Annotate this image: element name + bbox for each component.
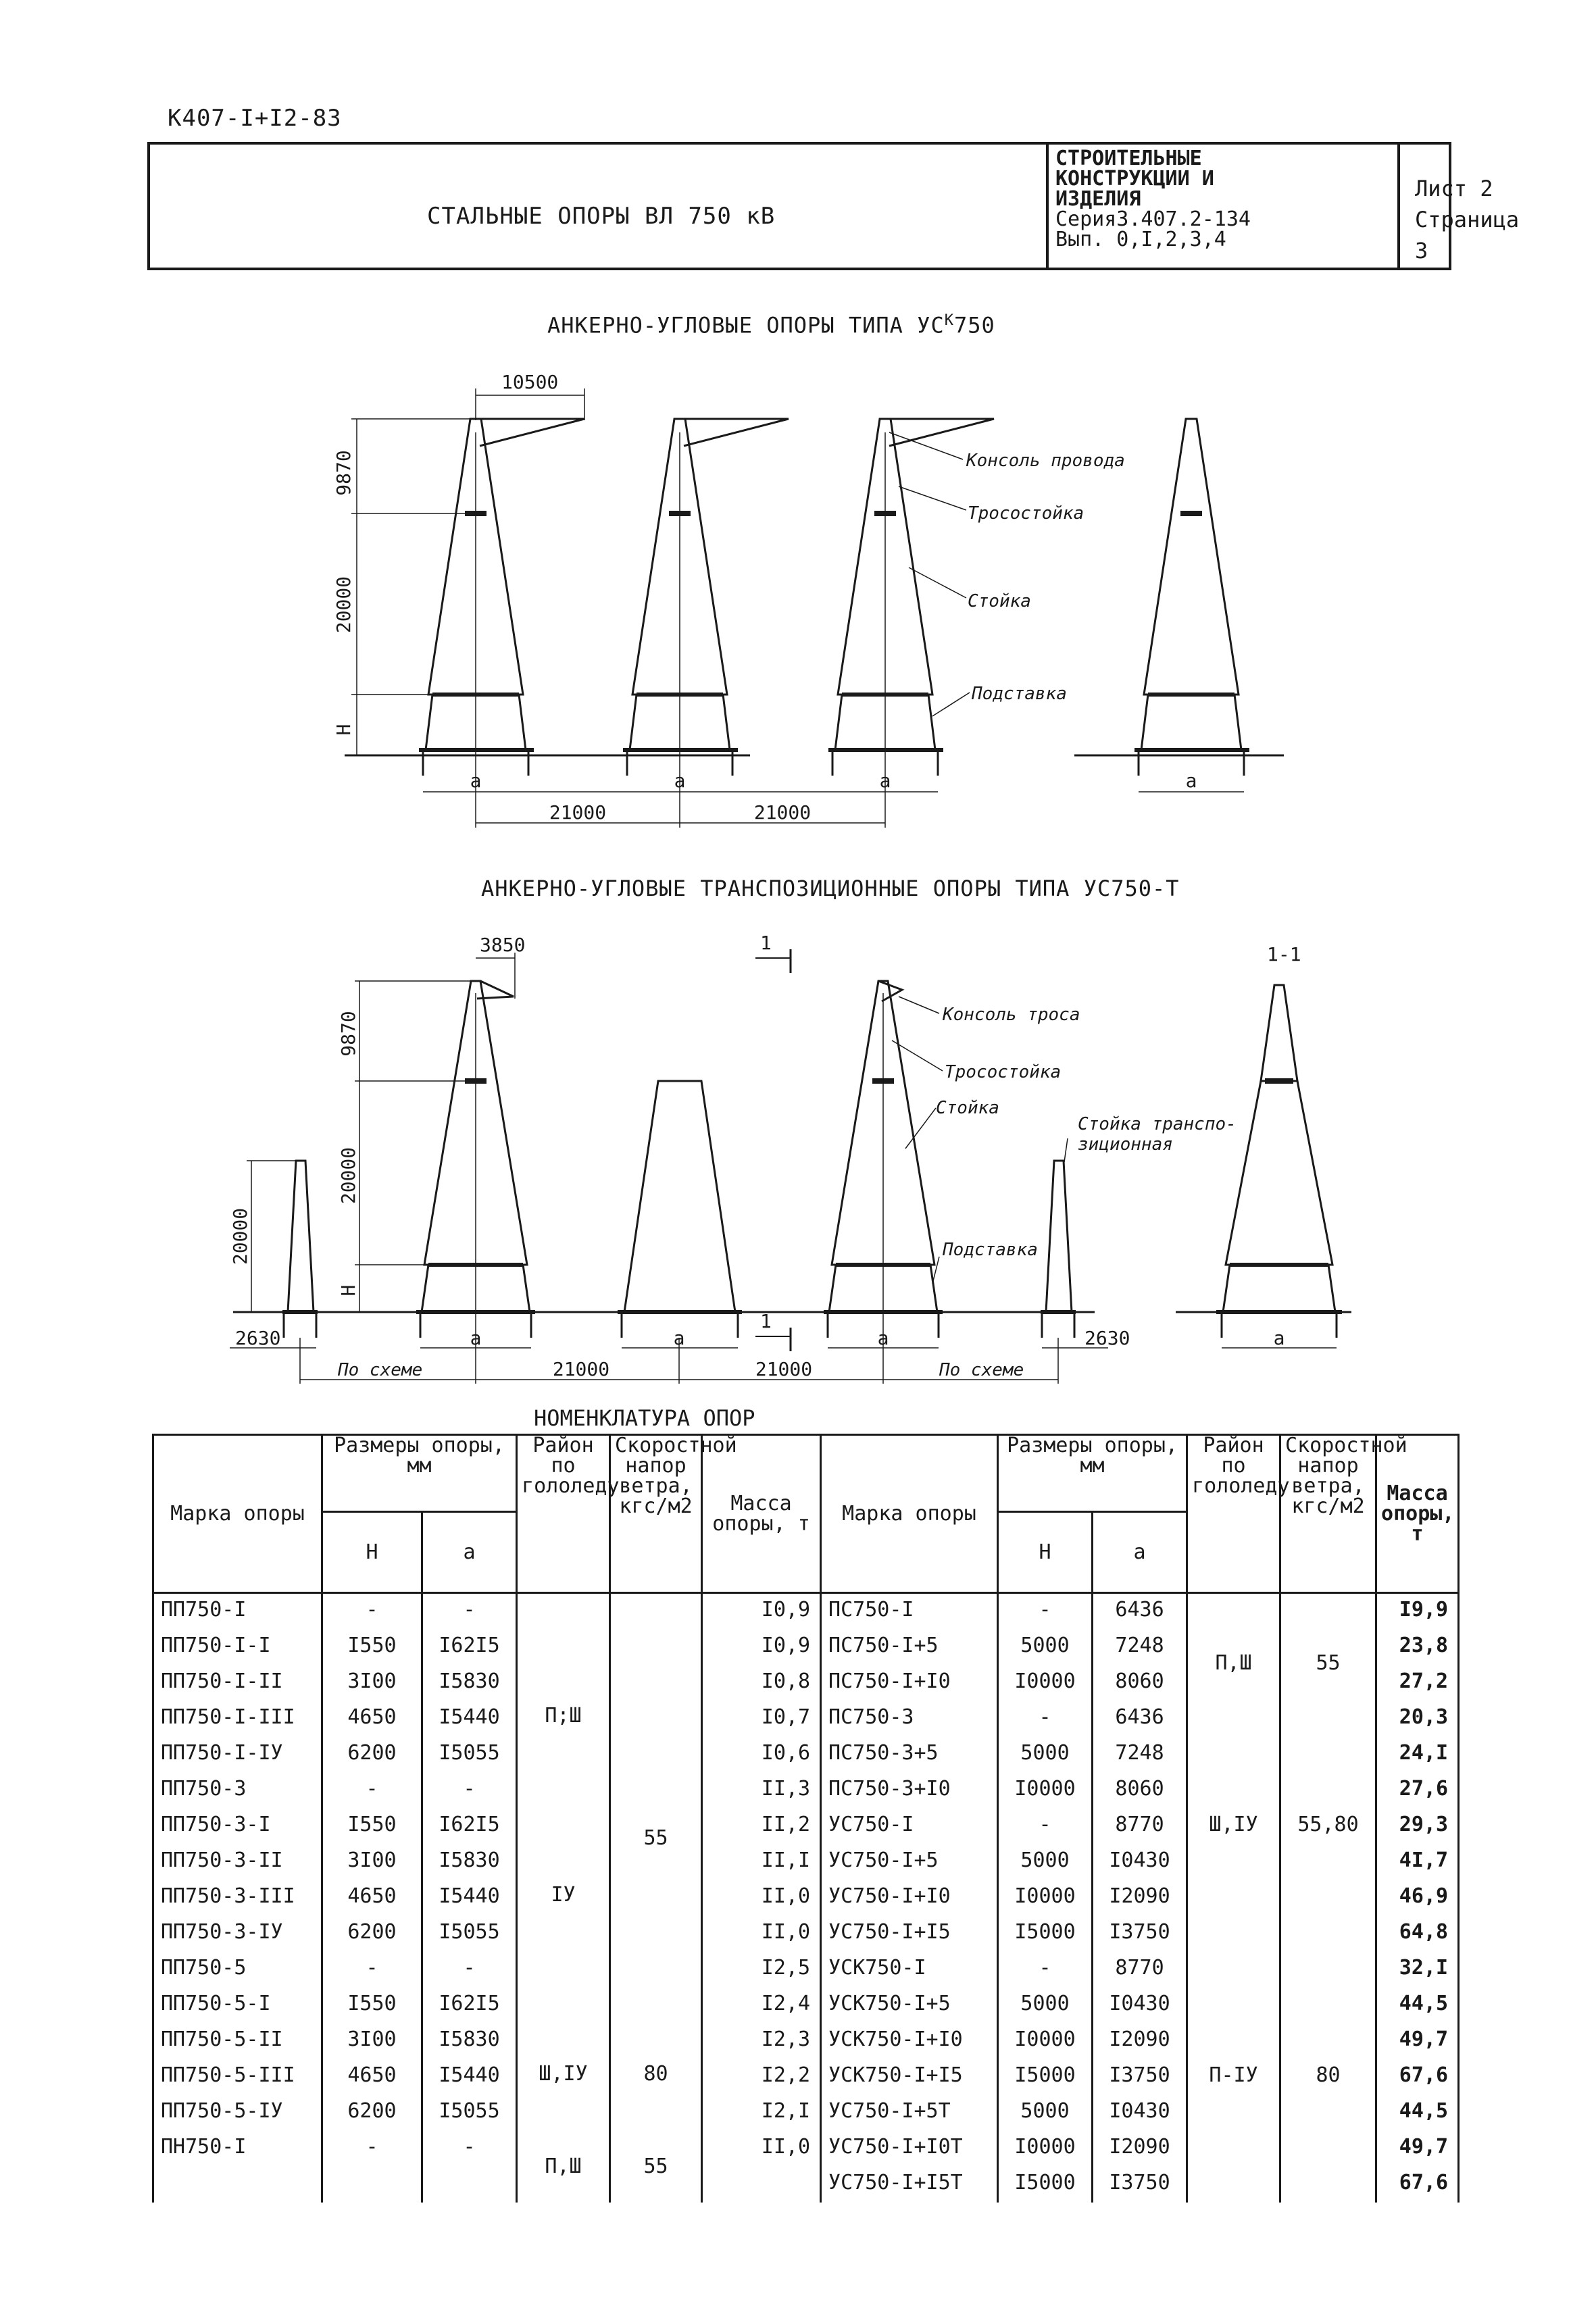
table-cell: 4650 (322, 2059, 422, 2095)
dim-top-height: 9870 (337, 1011, 359, 1057)
table-cell: I2,4 (702, 1988, 821, 2023)
table-cell: ПП750-I-I (153, 1630, 322, 1665)
table-cell: 3I00 (322, 1844, 422, 1880)
table-cell (702, 2167, 821, 2203)
table-cell: ПП750-I-III (153, 1701, 322, 1737)
table-cell: УС750-I+5 (821, 1844, 998, 1880)
table-cell: ПС750-3+5 (821, 1737, 998, 1773)
tower-4 (1134, 419, 1249, 776)
table-cell: 4650 (322, 1701, 422, 1737)
table-cell: I2,3 (702, 2023, 821, 2059)
table-cell: - (422, 1952, 517, 1988)
table-cell: I2,2 (702, 2059, 821, 2095)
table-cell: УСК750-I+5 (821, 1988, 998, 2023)
table-cell: УСК750-I+I5 (821, 2059, 998, 2095)
table-cell: УСК750-I (821, 1952, 998, 1988)
header-wind: Скоростной напор ветра, кгс/м2 (1280, 1435, 1376, 1593)
header-mark: Марка опоры (153, 1435, 322, 1593)
header-a: а (422, 1512, 517, 1593)
table-cell: УС750-I+I5Т (821, 2167, 998, 2203)
dim-side-width: 2630 (1084, 1327, 1130, 1349)
table-cell (422, 2167, 517, 2203)
table-cell: I0430 (1093, 2095, 1187, 2131)
dim-span: 21000 (755, 1358, 813, 1380)
dim-console-length: 10500 (501, 371, 559, 393)
table-cell: I0000 (998, 2131, 1093, 2167)
table-cell: I0430 (1093, 1844, 1187, 1880)
table-cell: 44,5 (1376, 1988, 1459, 2023)
table-cell: I2,I (702, 2095, 821, 2131)
table-cell: ПС750-I+I0 (821, 1665, 998, 1701)
section2-title: АНКЕРНО-УГЛОВЫЕ ТРАНСПОЗИЦИОННЫЕ ОПОРЫ ТИПА УС750-Т (481, 876, 1180, 901)
series-line: СТРОИТЕЛЬНЫЕ (1055, 147, 1202, 170)
side-post-left (282, 1161, 318, 1338)
label-console: Консоль троса (943, 1005, 1080, 1025)
dim-a: a (674, 770, 686, 792)
table-cell: 49,7 (1376, 2023, 1459, 2059)
table-cell: I5440 (422, 2059, 517, 2095)
table-cell: 32,I (1376, 1952, 1459, 1988)
table-cell: 67,6 (1376, 2059, 1459, 2095)
table-cell: I3750 (1093, 2059, 1187, 2095)
table-cell: Ш,IУ (1187, 1701, 1280, 1916)
table-cell: I3750 (1093, 1916, 1187, 1952)
table-cell: - (322, 1773, 422, 1809)
label-base: Подставка (943, 1240, 1038, 1260)
table-cell: ПП750-5-I (153, 1988, 322, 2023)
series-line: ИЗДЕЛИЯ (1055, 187, 1141, 211)
table-cell: 5000 (998, 1737, 1093, 1773)
table-cell: I0,6 (702, 1737, 821, 1773)
table-cell: I2,5 (702, 1952, 821, 1988)
table-cell: I0,9 (702, 1630, 821, 1665)
dim-span: 21000 (552, 1358, 610, 1380)
table-cell: 80 (1280, 1916, 1376, 2203)
dim-a: a (1273, 1327, 1285, 1349)
table-cell: - (422, 1773, 517, 1809)
table-cell: 24,I (1376, 1737, 1459, 1773)
table-cell: 5000 (998, 1844, 1093, 1880)
table-cell: ПС750-I (821, 1593, 998, 1630)
table-cell: ПН750-I (153, 2131, 322, 2167)
label-trans-post: зиционная (1078, 1134, 1173, 1155)
table-cell: ПП750-I-IУ (153, 1737, 322, 1773)
table-cell: II,0 (702, 1916, 821, 1952)
nomenclature-title: НОМЕНКЛАТУРА ОПОР (534, 1405, 755, 1431)
table-cell: 4I,7 (1376, 1844, 1459, 1880)
trans-tower-2 (824, 981, 943, 1384)
table-cell (322, 2167, 422, 2203)
table-cell: I5000 (998, 2167, 1093, 2203)
trans-post-middle (618, 1081, 742, 1338)
header-mass: Масса опоры, т (1376, 1435, 1459, 1593)
cut-mark: 1 (760, 1310, 772, 1332)
header-a: а (1093, 1512, 1187, 1593)
table-cell: I5055 (422, 1737, 517, 1773)
sheet-number: Лист 2 (1415, 176, 1493, 201)
table-cell: 5000 (998, 1630, 1093, 1665)
table-cell: 67,6 (1376, 2167, 1459, 2203)
table-cell: ПП750-5-IУ (153, 2095, 322, 2131)
table-cell: I5440 (422, 1880, 517, 1916)
table-cell: ПС750-3+I0 (821, 1773, 998, 1809)
table-cell: I0430 (1093, 1988, 1187, 2023)
label-base: Подставка (972, 684, 1067, 704)
table-cell: ПП750-5-III (153, 2059, 322, 2095)
header-wind: Скоростной напор ветра, кгс/м2 (610, 1435, 702, 1593)
table-cell: ПП750-5-II (153, 2023, 322, 2059)
dim-a: a (673, 1327, 685, 1349)
table-cell: I3750 (1093, 2167, 1187, 2203)
table-row (153, 1593, 1459, 1630)
table-cell: ПС750-I+5 (821, 1630, 998, 1665)
table-cell: ПП750-5 (153, 1952, 322, 1988)
table-cell: - (322, 1593, 422, 1630)
table-cell: 8060 (1093, 1773, 1187, 1809)
label-by-scheme: По схеме (939, 1360, 1024, 1380)
header-ice: Район по гололеду (517, 1435, 610, 1593)
table-cell: 5000 (998, 1988, 1093, 2023)
table-cell: 3I00 (322, 1665, 422, 1701)
dim-side-width: 2630 (235, 1327, 281, 1349)
dim-top-height: 9870 (332, 450, 355, 496)
table-cell: 23,8 (1376, 1630, 1459, 1665)
table-cell: I550 (322, 1988, 422, 2023)
table-cell: 55 (610, 1593, 702, 1952)
header-size: Размеры опоры, мм (998, 1435, 1187, 1512)
table-cell: - (998, 1809, 1093, 1844)
series-line: КОНСТРУКЦИИ И (1055, 167, 1214, 191)
table-cell: I0000 (998, 1880, 1093, 1916)
table-cell: 3I00 (322, 2023, 422, 2059)
table-cell: 55 (610, 2131, 702, 2203)
table-cell: 6200 (322, 1737, 422, 1773)
nomenclature-table (152, 1434, 1460, 2203)
table-row (153, 1916, 1459, 1952)
table-cell: 8060 (1093, 1665, 1187, 1701)
dim-a: a (470, 1327, 482, 1349)
table-cell: П-IУ (1187, 1916, 1280, 2203)
table-cell: I5830 (422, 1844, 517, 1880)
dim-span: 21000 (753, 801, 812, 824)
table-cell: ПП750-3-IУ (153, 1916, 322, 1952)
table-cell: I5055 (422, 1916, 517, 1952)
dim-mid-height: 20000 (332, 576, 355, 634)
header-h: Н (322, 1512, 422, 1593)
table-cell: П,Ш (517, 2131, 610, 2203)
table-cell: - (422, 1593, 517, 1630)
dim-mid-height: 20000 (337, 1147, 359, 1205)
table-cell: 64,8 (1376, 1916, 1459, 1952)
cut-mark: 1 (760, 932, 772, 954)
table-cell: 6436 (1093, 1593, 1187, 1630)
table-cell: ПС750-3 (821, 1701, 998, 1737)
table-cell: УСК750-I+I0 (821, 2023, 998, 2059)
table-cell: I2090 (1093, 1880, 1187, 1916)
header-mass: Масса опоры, т (702, 1435, 821, 1593)
label-post: Стойка (968, 591, 1031, 611)
dim-side-height: 20000 (229, 1207, 251, 1265)
table-cell: I2090 (1093, 2131, 1187, 2167)
header-h: Н (998, 1512, 1093, 1593)
header-mark: Марка опоры (821, 1435, 998, 1593)
table-cell: I5000 (998, 1916, 1093, 1952)
table-cell: I5055 (422, 2095, 517, 2131)
table-cell: II,0 (702, 1880, 821, 1916)
table-cell: УС750-I+I0 (821, 1880, 998, 1916)
table-cell: 27,6 (1376, 1773, 1459, 1809)
table-cell: ПП750-I-II (153, 1665, 322, 1701)
table-cell: П,Ш (1187, 1593, 1280, 1702)
section-1-1-view (1216, 985, 1342, 1338)
table-cell: I0,9 (702, 1593, 821, 1630)
table-cell: 8770 (1093, 1952, 1187, 1988)
table-cell: I0000 (998, 1773, 1093, 1809)
table-cell: I5440 (422, 1701, 517, 1737)
table-cell: I2090 (1093, 2023, 1187, 2059)
dim-h: H (337, 1284, 359, 1297)
table-cell: IУ (517, 1773, 610, 1952)
table-cell: - (998, 1952, 1093, 1988)
table-cell: II,2 (702, 1809, 821, 1844)
label-cable-post: Тросостойка (945, 1062, 1062, 1082)
section-view-label: 1-1 (1267, 943, 1301, 965)
table-cell: ПП750-3-I (153, 1809, 322, 1844)
table-row (153, 1701, 1459, 1737)
table-cell: 55,80 (1280, 1701, 1376, 1916)
table-cell: 4650 (322, 1880, 422, 1916)
table-cell: - (422, 2131, 517, 2167)
table-cell: I0,8 (702, 1665, 821, 1701)
table-cell: 49,7 (1376, 2131, 1459, 2167)
table-cell: 20,3 (1376, 1701, 1459, 1737)
side-post-right (1041, 1161, 1076, 1338)
table-cell: ПП750-3 (153, 1773, 322, 1809)
table-cell: I0,7 (702, 1701, 821, 1737)
table-cell: I550 (322, 1809, 422, 1844)
dim-span: 21000 (549, 801, 607, 824)
table-cell: - (322, 1952, 422, 1988)
header-ice: Район по гололеду (1187, 1435, 1280, 1593)
table-cell: 44,5 (1376, 2095, 1459, 2131)
table-cell: УС750-I (821, 1809, 998, 1844)
table-cell: I550 (322, 1630, 422, 1665)
table-cell: 6436 (1093, 1701, 1187, 1737)
table-cell: I5830 (422, 1665, 517, 1701)
dim-a: a (877, 1327, 889, 1349)
series-line: Вып. 0,I,2,3,4 (1055, 228, 1226, 251)
table-cell: - (998, 1701, 1093, 1737)
dim-a: a (470, 770, 482, 792)
table-cell: - (322, 2131, 422, 2167)
table-cell: 29,3 (1376, 1809, 1459, 1844)
table-cell (153, 2167, 322, 2203)
table-cell: I5830 (422, 2023, 517, 2059)
table-cell: I9,9 (1376, 1593, 1459, 1630)
table-cell: I0000 (998, 2023, 1093, 2059)
dim-h: H (332, 724, 355, 736)
table-cell: 5000 (998, 2095, 1093, 2131)
table-cell: УС750-I+5Т (821, 2095, 998, 2131)
table-cell: I62I5 (422, 1630, 517, 1665)
label-post: Стойка (936, 1098, 999, 1118)
table-cell: П;Ш (517, 1593, 610, 1774)
document-title: СТАЛЬНЫЕ ОПОРЫ ВЛ 750 кВ (427, 203, 776, 230)
table-cell: 8770 (1093, 1809, 1187, 1844)
table-cell: II,0 (702, 2131, 821, 2167)
table-cell: - (998, 1593, 1093, 1630)
table-cell: 27,2 (1376, 1665, 1459, 1701)
table-cell: II,I (702, 1844, 821, 1880)
table-cell: УС750-I+I0Т (821, 2131, 998, 2167)
label-trans-post: Стойка транспо- (1078, 1114, 1237, 1134)
table-cell: 80 (610, 1952, 702, 2131)
table-cell: ПП750-I (153, 1593, 322, 1630)
table-cell: Ш,IУ (517, 1952, 610, 2131)
tower-1 (419, 419, 584, 777)
label-console: Консоль провода (966, 451, 1125, 471)
table-cell: I62I5 (422, 1809, 517, 1844)
trans-tower-1 (416, 981, 535, 1384)
series-line: Серия3.407.2-134 (1055, 207, 1251, 231)
table-cell: I62I5 (422, 1988, 517, 2023)
dim-a: a (879, 770, 891, 792)
document-code: К407-I+I2-83 (168, 105, 342, 132)
page-number: Страница 3 (1415, 207, 1520, 263)
table-cell: 46,9 (1376, 1880, 1459, 1916)
label-cable-post: Тросостойка (968, 503, 1084, 524)
section1-title: АНКЕРНО-УГЛОВЫЕ ОПОРЫ ТИПА $УС^К750$ (547, 312, 995, 338)
tower-2 (623, 419, 789, 777)
table-cell: 6200 (322, 2095, 422, 2131)
label-by-scheme: По схеме (338, 1360, 423, 1380)
dim-console-length: 3850 (480, 934, 526, 956)
table-cell: I0000 (998, 1665, 1093, 1701)
table-cell: 6200 (322, 1916, 422, 1952)
table-cell: ПП750-3-III (153, 1880, 322, 1916)
table-cell: 7248 (1093, 1630, 1187, 1665)
table-cell: 7248 (1093, 1737, 1187, 1773)
table-cell: УС750-I+I5 (821, 1916, 998, 1952)
table-cell: II,3 (702, 1773, 821, 1809)
table-cell: ПП750-3-II (153, 1844, 322, 1880)
table-cell: 55 (1280, 1593, 1376, 1702)
header-size: Размеры опоры, мм (322, 1435, 517, 1512)
table-cell: I5000 (998, 2059, 1093, 2095)
dim-a: a (1185, 770, 1197, 792)
